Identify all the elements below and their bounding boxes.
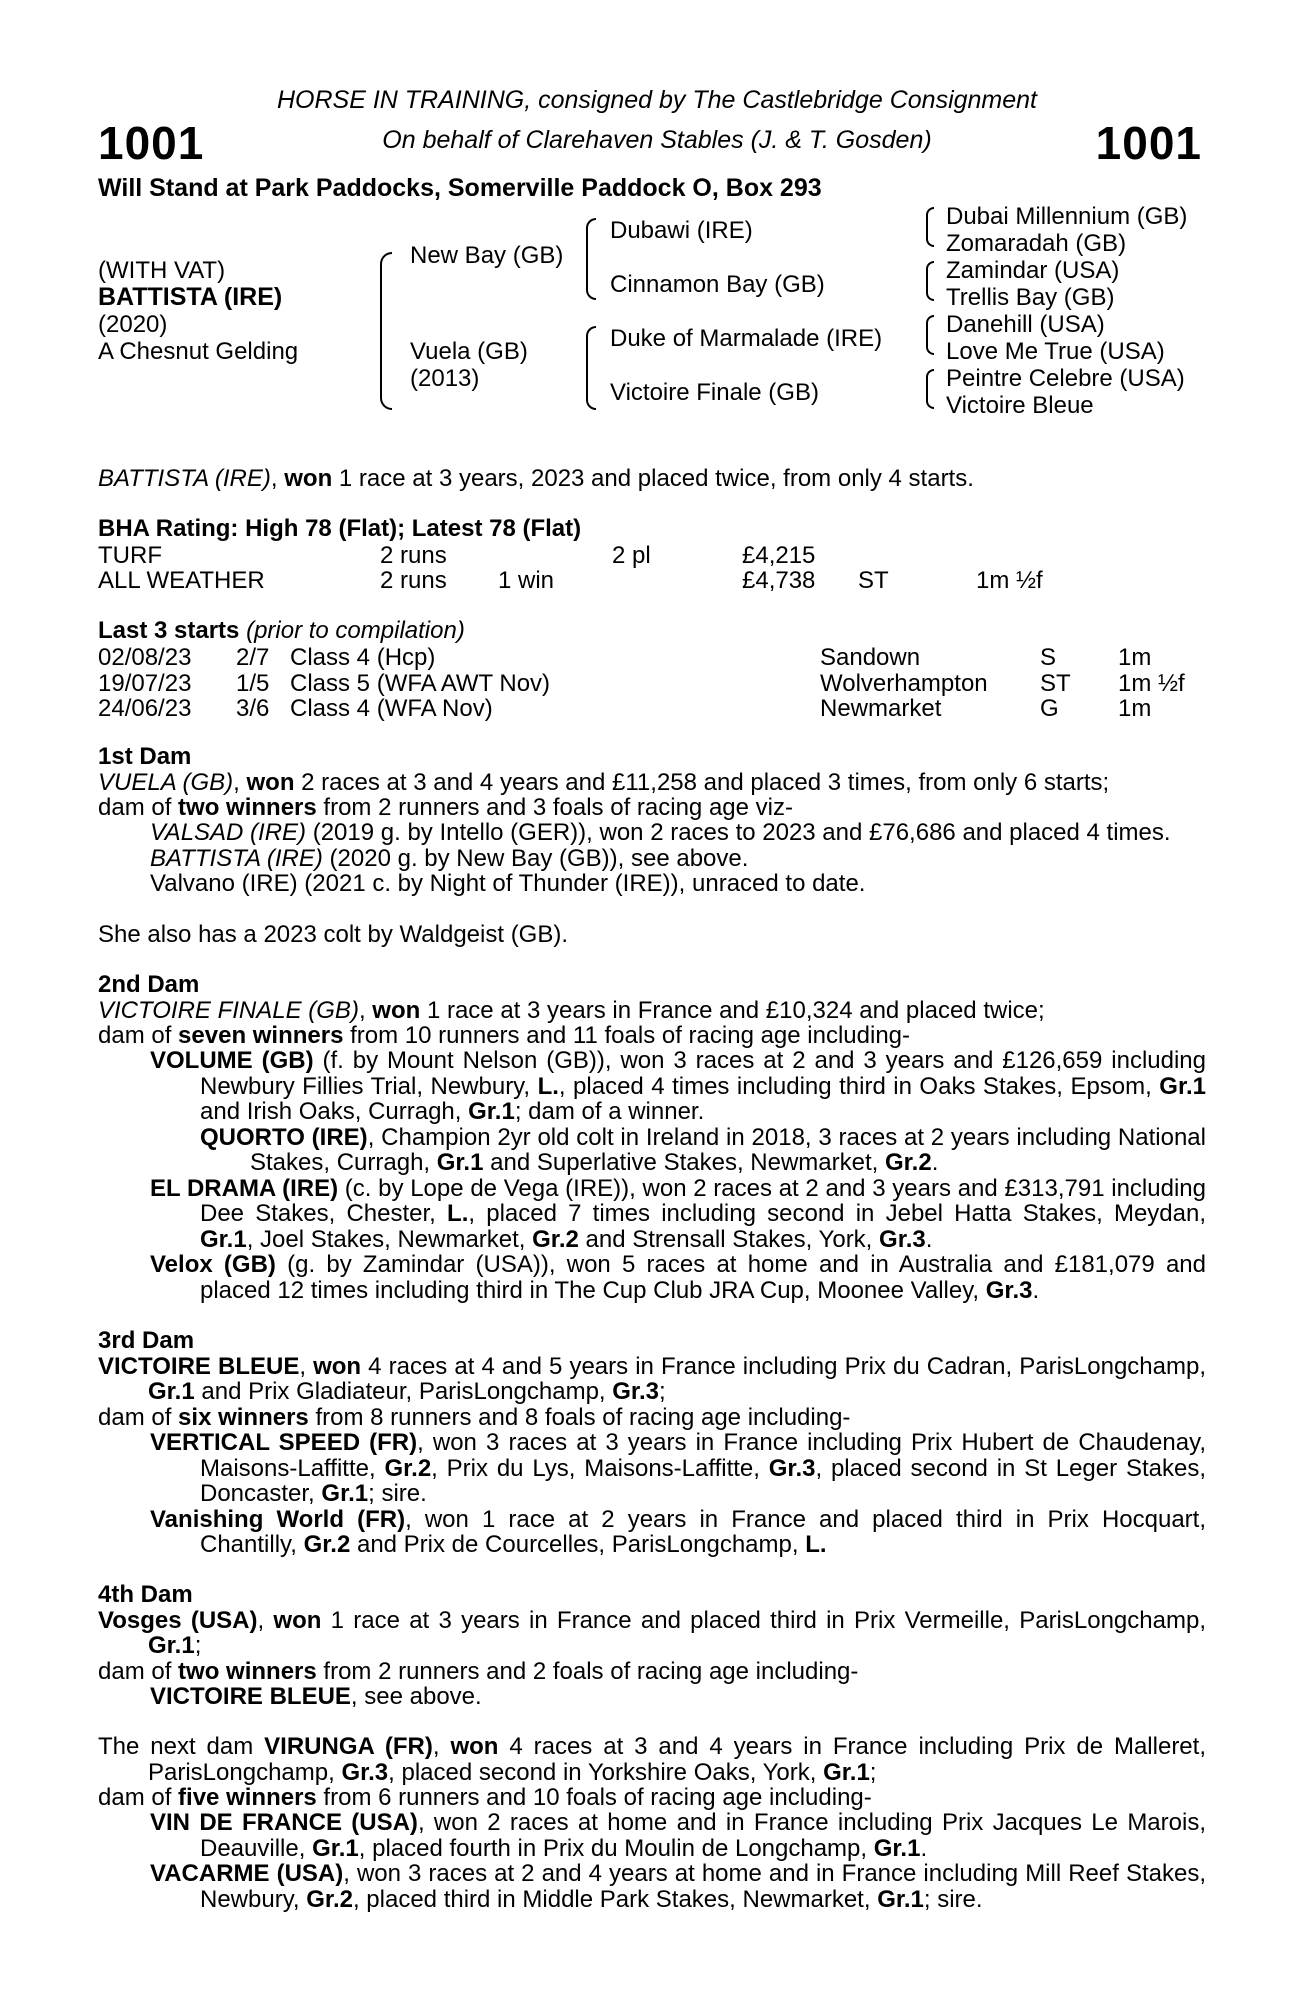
produce-battista-name: BATTISTA (IRE) <box>150 844 323 872</box>
first-dam-produce-3: Valvano (IRE) (2021 c. by Night of Thunder (IRE)), unraced to date. <box>150 870 866 897</box>
produce-volume-name: VOLUME (GB) <box>150 1047 314 1074</box>
produce-el-drama-name: EL DRAMA (IRE) <box>150 1174 339 1202</box>
start-row-3-course: Newmarket <box>820 695 942 722</box>
produce-el-drama-text-a: (c. by Lope de Vega (IRE)), won 2 races at 2 and 3 years and £313,791 including Dee Stakes, Chester, <box>200 1174 1206 1227</box>
third-dam-text-c: ; <box>658 1378 666 1405</box>
fourth-dam-text-b: ; <box>194 1632 202 1659</box>
produce-el-drama-text-c: , Joel Stakes, Newmarket, <box>246 1225 533 1253</box>
next-dam-winners: five winners <box>178 1784 317 1811</box>
fourth-dam-runners: from 2 runners and 2 foals of racing age including- <box>316 1657 859 1685</box>
produce-el-drama <box>150 1176 1206 1253</box>
first-dam-damof: dam of <box>98 794 179 821</box>
fourth-dam-text-a: 1 race at 3 years in France and placed third in Prix Vermeille, ParisLongchamp, <box>321 1606 1206 1634</box>
produce-volume-listed: L. <box>537 1072 559 1100</box>
produce-quorto-name: QUORTO (IRE) <box>200 1123 368 1151</box>
produce-vin-de-france-text-b: , placed fourth in Prix du Moulin de Longchamp, <box>358 1834 874 1862</box>
start-row-2-dist: 1m ½f <box>1118 670 1185 697</box>
next-dam-text-c: , placed second in Yorkshire Oaks, York, <box>388 1758 824 1786</box>
produce-vanishing-world-listed: L. <box>805 1531 827 1558</box>
pedigree-g4: Trellis Bay (GB) <box>946 284 1115 311</box>
produce-quorto-text-b: and Superlative Stakes, Newmarket, <box>483 1149 885 1176</box>
produce-vacarme <box>150 1861 1206 1912</box>
produce-victoire-bleue-text: , see above. <box>350 1683 482 1710</box>
produce-volume-text-b: , placed 4 times including third in Oaks Stakes, Epsom, <box>558 1072 1160 1100</box>
first-dam-section <box>98 744 1206 821</box>
horse-year: (2020) <box>98 311 168 338</box>
third-dam-gr1: Gr.1 <box>148 1378 195 1405</box>
produce-velox-gr3: Gr.3 <box>985 1276 1033 1304</box>
produce-el-drama-gr3: Gr.3 <box>879 1225 926 1253</box>
next-dam-produce <box>150 1810 1206 1912</box>
third-dam-text-b: and Prix Gladiateur, ParisLongchamp, <box>194 1378 613 1405</box>
produce-velox-text-a: (g. by Zamindar (USA)), won 5 races at home and in Australia and £181,079 and placed 12 times including third in The Cup Club JRA Cup, Moonee Valley, <box>200 1251 1207 1304</box>
fourth-dam-won: won <box>273 1606 322 1634</box>
produce-victoire-bleue <box>150 1684 1206 1710</box>
pedigree-brace-dam <box>586 326 596 410</box>
start-row-3-class: Class 4 (WFA Nov) <box>290 695 493 722</box>
last-starts-note: (prior to compilation) <box>239 617 465 644</box>
produce-volume <box>150 1048 1206 1125</box>
rating-row-turf-surface: TURF <box>98 542 162 569</box>
pedigree-dam-sire: Duke of Marmalade (IRE) <box>610 325 883 352</box>
rating-row-turf-placed: 2 pl <box>612 542 651 569</box>
pedigree-sire-dam: Cinnamon Bay (GB) <box>610 271 825 298</box>
summary-rest: 1 race at 3 years, 2023 and placed twice, from only 4 starts. <box>332 465 974 492</box>
first-dam-note: She also has a 2023 colt by Waldgeist (GB). <box>98 921 569 948</box>
lot-number-right: 1001 <box>1095 117 1202 169</box>
third-dam-text-a: 4 races at 4 and 5 years in France including Prix du Cadran, ParisLongchamp, <box>361 1352 1206 1380</box>
first-dam-produce-line <box>98 795 1206 821</box>
next-dam-gr1: Gr.1 <box>823 1758 870 1786</box>
produce-vertical-speed-gr1: Gr.1 <box>321 1480 369 1507</box>
first-dam-name: VUELA (GB) <box>98 768 234 796</box>
last-starts-heading <box>98 618 465 644</box>
produce-victoire-bleue-name: VICTOIRE BLEUE <box>150 1683 351 1710</box>
fourth-dam-damof: dam of <box>98 1657 179 1685</box>
lot-number-left: 1001 <box>98 117 205 169</box>
pedigree-g8: Victoire Bleue <box>946 392 1094 419</box>
produce-vertical-speed-text-b: , Prix du Lys, Maisons-Laffitte, <box>431 1454 769 1482</box>
produce-battista-record: (2020 g. by New Bay (GB)), see above. <box>322 844 749 872</box>
start-row-3-going: G <box>1040 695 1059 722</box>
third-dam-heading: 3rd Dam <box>98 1327 195 1354</box>
next-dam-damof: dam of <box>98 1784 179 1811</box>
start-row-1-date: 02/08/23 <box>98 644 192 671</box>
produce-vertical-speed-name: VERTICAL SPEED (FR) <box>150 1429 418 1456</box>
produce-quorto <box>200 1125 1206 1176</box>
produce-quorto-text-c: . <box>931 1149 939 1176</box>
fourth-dam-produce-line <box>98 1659 1206 1685</box>
pedigree-g6: Love Me True (USA) <box>946 338 1165 365</box>
produce-vacarme-gr1: Gr.1 <box>877 1885 924 1913</box>
pedigree-brace-g2 <box>926 261 934 301</box>
pedigree-brace-g4 <box>926 369 934 409</box>
second-dam-runners: from 10 runners and 11 foals of racing age including- <box>343 1022 911 1049</box>
horse-name: BATTISTA (IRE) <box>98 283 283 311</box>
produce-quorto-gr2: Gr.2 <box>884 1149 932 1176</box>
bha-rating-heading: BHA Rating: High 78 (Flat); Latest 78 (Flat) <box>98 515 582 542</box>
horse-description: A Chesnut Gelding <box>98 338 299 365</box>
produce-velox-text-b: . <box>1032 1276 1040 1304</box>
rating-row-aw-runs: 2 runs <box>380 567 447 594</box>
next-dam-sep: , <box>432 1733 451 1760</box>
rating-row-aw-going: ST <box>858 567 889 594</box>
produce-el-drama-gr1: Gr.1 <box>200 1225 247 1253</box>
produce-volume-gr1b: Gr.1 <box>468 1098 515 1125</box>
start-row-1-dist: 1m <box>1118 644 1152 671</box>
start-row-2-date: 19/07/23 <box>98 670 192 697</box>
next-dam-text-b: 4 races at 3 and 4 years in France including Prix de Malleret, ParisLongchamp, <box>148 1733 1206 1786</box>
produce-volume-text-c: and Irish Oaks, Curragh, <box>200 1098 469 1125</box>
rating-row-turf-runs: 2 runs <box>380 542 447 569</box>
produce-quorto-gr1: Gr.1 <box>436 1149 484 1176</box>
next-dam-gr3: Gr.3 <box>341 1758 389 1786</box>
fourth-dam-section <box>98 1582 1206 1684</box>
next-dam-line <box>98 1734 1206 1785</box>
stand-location: Will Stand at Park Paddocks, Somerville Paddock O, Box 293 <box>98 174 822 202</box>
produce-vin-de-france-name: VIN DE FRANCE (USA) <box>150 1809 418 1836</box>
pedigree-g2: Zomaradah (GB) <box>946 230 1127 257</box>
race-summary: BATTISTA (IRE), won 1 race at 3 years, 2023 and placed twice, from only 4 starts. <box>98 465 974 492</box>
second-dam-produce <box>150 1048 1206 1303</box>
rating-row-aw-distance: 1m ½f <box>976 567 1043 594</box>
first-dam-produce <box>150 820 1206 897</box>
produce-velox <box>150 1252 1206 1303</box>
next-dam-runners: from 6 runners and 10 foals of racing age including- <box>316 1784 872 1811</box>
fourth-dam-produce <box>150 1684 1206 1710</box>
produce-vacarme-gr2: Gr.2 <box>306 1885 353 1913</box>
produce-vanishing-world-name: Vanishing World (FR) <box>150 1505 406 1533</box>
start-row-1-pos: 2/7 <box>236 644 270 671</box>
start-row-1-going: S <box>1040 644 1057 671</box>
pedigree-dam-dam: Victoire Finale (GB) <box>610 379 819 406</box>
pedigree-g1: Dubai Millennium (GB) <box>946 203 1188 230</box>
first-dam-record: 2 races at 3 and 4 years and £11,258 and placed 3 times, from only 6 starts; <box>294 768 1110 796</box>
produce-volume-text-d: ; dam of a winner. <box>514 1098 705 1125</box>
produce-vin-de-france-text-a: , won 2 races at home and in France including Prix Jacques Le Marois, Deauville, <box>200 1809 1206 1862</box>
produce-vacarme-text-a: , won 3 races at 2 and 4 years at home and in France including Mill Reef Stakes, Newbury, <box>200 1860 1206 1913</box>
produce-vin-de-france-gr1: Gr.1 <box>312 1834 359 1862</box>
next-dam-name: VIRUNGA (FR) <box>264 1733 433 1760</box>
pedigree-g5: Danehill (USA) <box>946 311 1105 338</box>
start-row-2-course: Wolverhampton <box>820 670 988 697</box>
next-dam-intro: The next dam <box>98 1733 265 1760</box>
start-row-1-course: Sandown <box>820 644 921 671</box>
third-dam-gr3: Gr.3 <box>612 1378 659 1405</box>
pedigree-brace-g1 <box>926 207 934 247</box>
summary-won: won <box>284 465 333 492</box>
summary-horse-name: BATTISTA (IRE) <box>98 465 271 492</box>
fourth-dam-line: Vosges (USA), won 1 race at 3 years in France and placed third in Prix Vermeille, ParisLongchamp, Gr.1; <box>98 1606 1206 1659</box>
produce-vertical-speed-text-c: , placed second in St Leger Stakes, Doncaster, <box>200 1454 1206 1507</box>
rating-row-aw-earnings: £4,738 <box>742 567 816 594</box>
pedigree-sire-sire: Dubawi (IRE) <box>610 217 753 244</box>
produce-vacarme-name: VACARME (USA) <box>150 1860 344 1887</box>
second-dam-line: VICTOIRE FINALE (GB), won 1 race at 3 years in France and £10,324 and placed twice; <box>98 996 1045 1024</box>
produce-el-drama-gr2: Gr.2 <box>532 1225 579 1253</box>
first-dam-runners: from 2 runners and 3 foals of racing age viz- <box>316 794 793 821</box>
first-dam-produce-2 <box>150 846 1206 872</box>
third-dam-runners: from 8 runners and 8 foals of racing age including- <box>308 1403 851 1431</box>
last-starts-title: Last 3 starts <box>98 617 240 644</box>
second-dam-won: won <box>372 996 421 1024</box>
first-dam-line: VUELA (GB), won 2 races at 3 and 4 years and £11,258 and placed 3 times, from only 6 starts; <box>98 768 1110 796</box>
produce-vertical-speed-gr3: Gr.3 <box>768 1454 816 1482</box>
second-dam-record: 1 race at 3 years in France and £10,324 and placed twice; <box>420 996 1045 1024</box>
produce-valsad-record: (2019 g. by Intello (GER)), won 2 races to 2023 and £76,686 and placed 4 times. <box>306 819 1171 846</box>
produce-vanishing-world-text-a: , won 1 race at 2 years in France and placed third in Prix Hocquart, Chantilly, <box>200 1505 1206 1558</box>
produce-el-drama-text-b: , placed 7 times including second in Jebel Hatta Stakes, Meydan, <box>468 1200 1207 1227</box>
second-dam-produce-line <box>98 1023 1206 1049</box>
second-dam-damof: dam of <box>98 1022 179 1049</box>
fourth-dam-name: Vosges (USA) <box>98 1606 258 1634</box>
vat-label: (WITH VAT) <box>98 257 226 284</box>
pedigree-g3: Zamindar (USA) <box>946 257 1120 284</box>
produce-velox-name: Velox (GB) <box>150 1251 276 1278</box>
rating-row-aw-surface: ALL WEATHER <box>98 567 265 594</box>
produce-vin-de-france-text-c: . <box>920 1834 928 1862</box>
third-dam-damof: dam of <box>98 1403 179 1431</box>
third-dam-produce <box>150 1430 1206 1558</box>
produce-volume-gr1: Gr.1 <box>1159 1072 1206 1100</box>
produce-vertical-speed <box>150 1430 1206 1507</box>
produce-vacarme-text-c: ; sire. <box>923 1885 983 1913</box>
produce-vanishing-world-text-b: and Prix de Courcelles, ParisLongchamp, <box>350 1531 806 1558</box>
third-dam-line: VICTOIRE BLEUE, won 4 races at 4 and 5 years in France including Prix du Cadran, ParisLongchamp, Gr.1 and Prix Gladiateur, ParisLongchamp, Gr.3; <box>98 1352 1206 1405</box>
start-row-2-class: Class 5 (WFA AWT Nov) <box>290 670 551 697</box>
produce-vertical-speed-text-a: , won 3 races at 3 years in France including Prix Hubert de Chaudenay, Maisons-Laffitte, <box>200 1429 1206 1482</box>
next-dam-section <box>98 1734 1206 1811</box>
third-dam-section <box>98 1328 1206 1430</box>
third-dam-produce-line <box>98 1405 1206 1431</box>
rating-row-aw-wins: 1 win <box>498 567 555 594</box>
third-dam-won: won <box>313 1352 362 1380</box>
fourth-dam-gr1: Gr.1 <box>148 1632 195 1659</box>
produce-vin-de-france <box>150 1810 1206 1861</box>
first-dam-winners: two winners <box>178 794 317 821</box>
second-dam-name: VICTOIRE FINALE (GB) <box>98 996 359 1024</box>
fourth-dam-heading: 4th Dam <box>98 1581 193 1608</box>
start-row-1-class: Class 4 (Hcp) <box>290 644 436 671</box>
start-row-3-dist: 1m <box>1118 695 1152 722</box>
pedigree-dam-year: (2013) <box>410 365 480 392</box>
start-row-2-pos: 1/5 <box>236 670 270 697</box>
pedigree-brace-sire <box>586 218 596 300</box>
second-dam-section <box>98 972 1206 1049</box>
produce-vertical-speed-gr2: Gr.2 <box>384 1454 432 1482</box>
produce-quorto-text-a: , Champion 2yr old colt in Ireland in 2018, 3 races at 2 years including National Stakes, Curragh, <box>250 1123 1206 1176</box>
start-row-3-date: 24/06/23 <box>98 695 192 722</box>
pedigree-brace-main <box>380 252 392 410</box>
rating-row-turf-earnings: £4,215 <box>742 542 816 569</box>
start-row-3-pos: 3/6 <box>236 695 270 722</box>
first-dam-produce-1 <box>150 820 1206 846</box>
first-dam-heading: 1st Dam <box>98 743 192 770</box>
second-dam-winners: seven winners <box>178 1022 344 1049</box>
produce-el-drama-text-d: and Strensall Stakes, York, <box>578 1225 880 1253</box>
produce-vertical-speed-text-d: ; sire. <box>368 1480 427 1507</box>
produce-vacarme-text-b: , placed third in Middle Park Stakes, Newmarket, <box>352 1885 878 1913</box>
fourth-dam-winners: two winners <box>178 1657 317 1685</box>
on-behalf-line: On behalf of Clarehaven Stables (J. & T. Gosden) <box>382 126 932 154</box>
next-dam-text-d: ; <box>869 1758 877 1786</box>
third-dam-winners: six winners <box>178 1403 309 1431</box>
next-dam-produce-line <box>98 1785 1206 1811</box>
start-row-2-going: ST <box>1040 670 1071 697</box>
pedigree-brace-g3 <box>926 315 934 355</box>
produce-vin-de-france-gr1b: Gr.1 <box>873 1834 921 1862</box>
third-dam-name: VICTOIRE BLEUE <box>98 1352 300 1380</box>
first-dam-won: won <box>246 768 295 796</box>
pedigree-g7: Peintre Celebre (USA) <box>946 365 1185 392</box>
produce-el-drama-listed: L. <box>447 1200 469 1227</box>
next-dam-won: won <box>450 1733 499 1760</box>
produce-el-drama-text-e: . <box>925 1225 933 1253</box>
pedigree-sire: New Bay (GB) <box>410 242 564 269</box>
produce-valsad-name: VALSAD (IRE) <box>150 819 307 846</box>
produce-vanishing-world <box>150 1507 1206 1558</box>
produce-vanishing-world-gr2: Gr.2 <box>303 1531 351 1558</box>
produce-volume-text-a: (f. by Mount Nelson (GB)), won 3 races at 2 and 3 years and £126,659 including Newbury Fillies Trial, Newbury, <box>200 1047 1206 1100</box>
pedigree-dam: Vuela (GB) <box>410 338 528 365</box>
consignment-line: HORSE IN TRAINING, consigned by The Castlebridge Consignment <box>276 86 1038 114</box>
second-dam-heading: 2nd Dam <box>98 971 200 998</box>
